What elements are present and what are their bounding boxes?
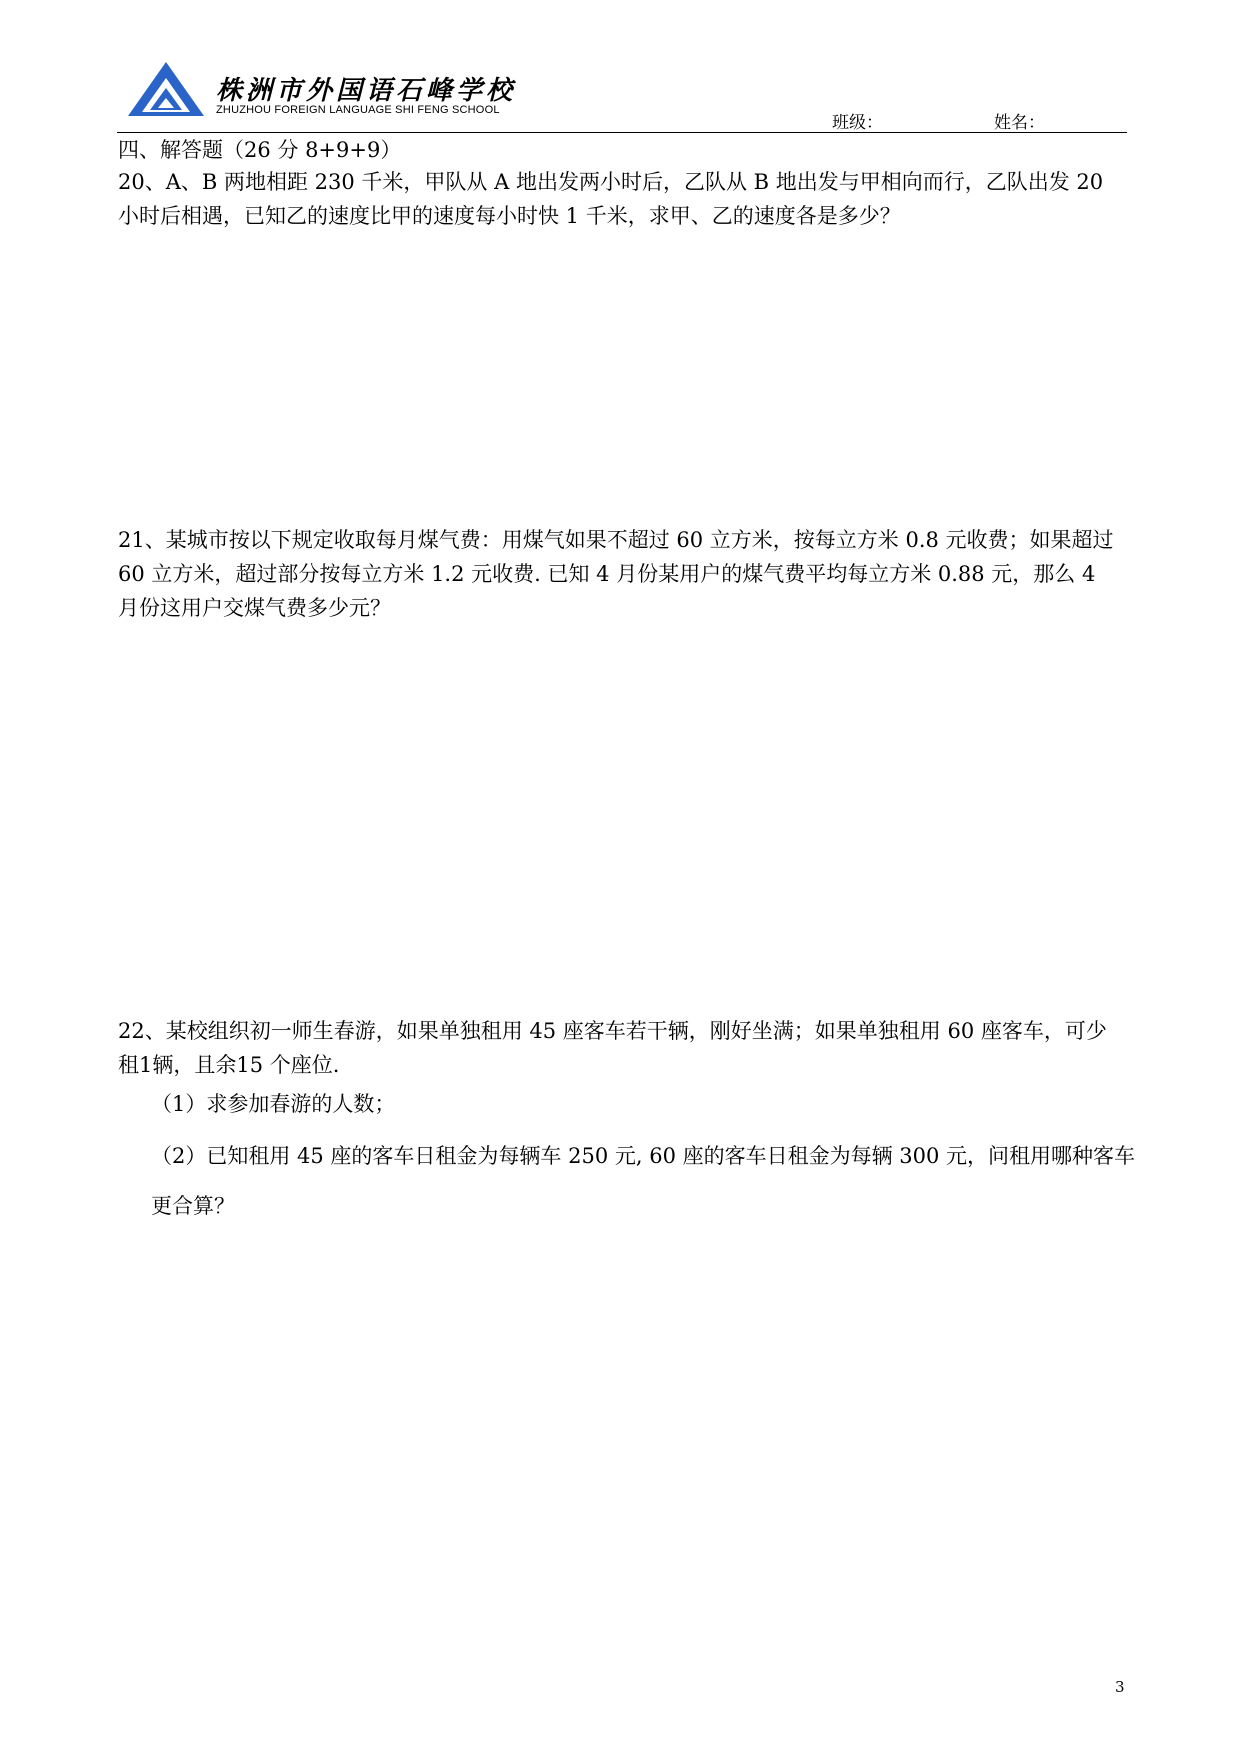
school-logo [126, 60, 206, 118]
question-21-line-1: 21、某城市按以下规定收取每月煤气费：用煤气如果不超过 60 立方米，按每立方米 0.8 元收费；如果超过 [118, 528, 1114, 552]
section-title: 四、解答题（26 分 8+9+9） [118, 138, 402, 162]
question-22-part-1: （1）求参加春游的人数； [151, 1092, 396, 1116]
question-20-line-1: 20、A、B 两地相距 230 千米，甲队从 A 地出发两小时后，乙队从 B 地出发与甲相向而行，乙队出发 20 [118, 170, 1104, 194]
name-label: 姓名： [994, 113, 1045, 133]
question-21-line-2: 60 立方米，超过部分按每立方米 1.2 元收费. 已知 4 月份某用户的煤气费平均每立方米 0.88 元，那么 4 [118, 562, 1096, 586]
school-name-en: ZHUZHOU FOREIGN LANGUAGE SHI FENG SCHOOL [216, 104, 500, 116]
page-number: 3 [1115, 1678, 1125, 1696]
question-22-part-2-line-2: 更合算？ [151, 1194, 235, 1218]
question-22-part-2-line-1: （2）已知租用 45 座的客车日租金为每辆车 250 元, 60 座的客车日租金为每辆 300 元，问租用哪种客车 [151, 1144, 1136, 1168]
school-name-cn: 株洲市外国语石峰学校 [216, 76, 517, 106]
question-22-line-1: 22、某校组织初一师生春游，如果单独租用 45 座客车若干辆，刚好坐满；如果单独租用 60 座客车，可少 [118, 1019, 1107, 1043]
question-20-line-2: 小时后相遇，已知乙的速度比甲的速度每小时快 1 千米，求甲、乙的速度各是多少？ [118, 204, 901, 228]
header-divider [117, 132, 1127, 133]
class-label: 班级： [832, 113, 883, 133]
question-22-line-2: 租1辆，且余15 个座位. [118, 1053, 340, 1077]
question-21-line-3: 月份这用户交煤气费多少元？ [118, 596, 391, 620]
